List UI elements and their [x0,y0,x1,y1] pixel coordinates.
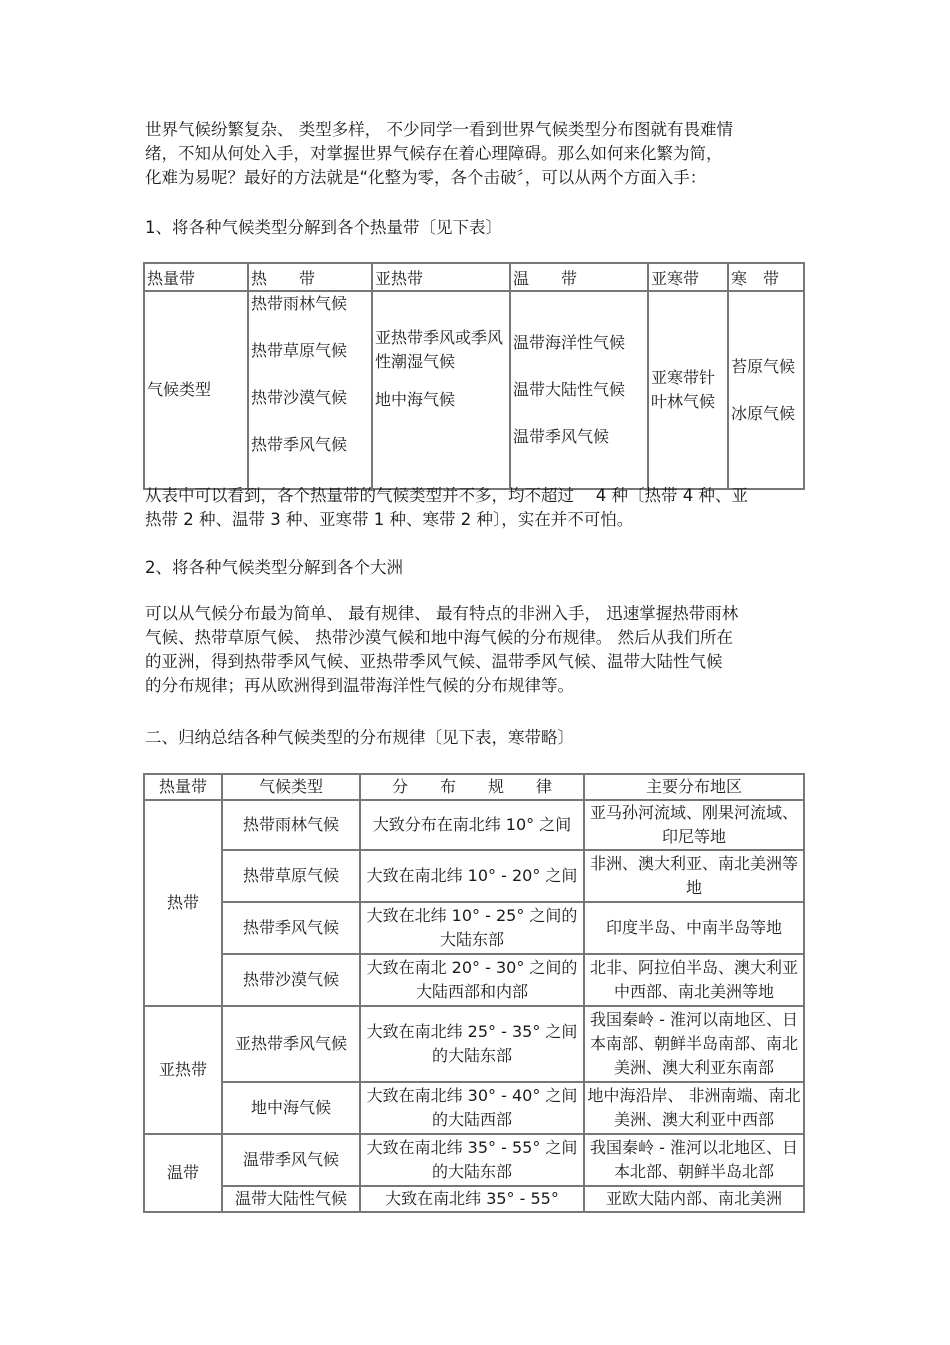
climate-type-cell: 热带沙漠气候 [222,954,360,1006]
climate-type: 亚热带季风或季风性潮湿气候 [375,328,504,371]
table1-header: 寒 带 [728,263,804,291]
zone-cell: 亚热带 [144,1006,222,1134]
climate-type-cell: 热带季风气候 [222,902,360,954]
table1-header: 热量带 [144,263,248,291]
climate-type: 苔原气候 [731,356,796,376]
climate-distribution-table [143,773,805,1213]
summary-line: 从表中可以看到，各个热量带的气候类型并不多，均不超过 4 种〔热带 4 种、亚 [145,486,748,505]
table-row [144,954,804,1006]
intro-line: 绪，不知从何处入手，对掌握世界气候存在着心理障碍。那么如何来化繁为简， [145,144,723,163]
climate-type-cell: 温带大陆性气候 [222,1186,360,1212]
region-cell: 亚欧大陆内部、南北美洲 [584,1186,804,1212]
climate-type-cell: 地中海气候 [222,1082,360,1134]
climate-zone-table [143,262,805,490]
climate-type-cell: 温带季风气候 [222,1134,360,1186]
climate-type: 热带雨林气候 [251,294,348,313]
table-row [144,1134,804,1186]
table1-header: 亚热带 [372,263,510,291]
table1-header: 亚寒带 [648,263,728,291]
step2-line: 的分布规律；再从欧洲得到温带海洋性气候的分布规律等。 [145,676,574,695]
climate-type: 冰原气候 [731,403,796,423]
step1-heading: 1、将各种气候类型分解到各个热量带〔见下表〕 [145,218,502,237]
step2-heading: 2、将各种气候类型分解到各个大洲 [145,558,403,577]
subtropical-cell [372,291,510,489]
rule-cell: 大致在南北 20° - 30° 之间的大陆西部和内部 [360,954,584,1006]
region-cell: 亚马孙河流域、刚果河流域、印尼等地 [584,800,804,850]
table-row [144,1006,804,1082]
rule-cell: 大致在南北纬 30° - 40° 之间的大陆西部 [360,1082,584,1134]
climate-type-cell: 亚热带季风气候 [222,1006,360,1082]
zone-cell: 热带 [144,800,222,1006]
section2-heading: 二、归纳总结各种气候类型的分布规律〔见下表，寒带略〕 [145,728,574,747]
temperate-cell [510,291,648,489]
climate-type-cell: 热带草原气候 [222,850,360,902]
table1-climate-row [144,291,804,489]
intro-line: 化难为易呢？最好的方法就是“化整为零，各个击破〞，可以从两个方面入手： [145,168,707,187]
subarctic-cell: 亚寒带针叶林气候 [648,291,728,489]
table2-header-row [144,774,804,800]
region-cell: 我国秦岭 - 淮河以北地区、日本北部、朝鲜半岛北部 [584,1134,804,1186]
region-cell: 我国秦岭 - 淮河以南地区、日本南部、朝鲜半岛南部、南北美洲、澳大利亚东南部 [584,1006,804,1082]
climate-type: 热带季风气候 [251,435,348,454]
climate-type: 温带季风气候 [513,427,610,446]
table-row [144,850,804,902]
rule-cell: 大致分布在南北纬 10° 之间 [360,800,584,850]
rule-cell: 大致在南北纬 35° - 55° 之间的大陆东部 [360,1134,584,1186]
rule-cell: 大致在南北纬 25° - 35° 之间的大陆东部 [360,1006,584,1082]
climate-type: 热带沙漠气候 [251,388,348,407]
climate-type: 热带草原气候 [251,341,348,360]
table1-header: 热 带 [248,263,372,291]
table1-summary [145,484,810,532]
rule-cell: 大致在南北纬 35° - 55° [360,1186,584,1212]
step2-paragraph [145,602,810,698]
frigid-cell [728,291,804,489]
zone-cell: 温带 [144,1134,222,1212]
table-row [144,1082,804,1134]
table1-header: 温 带 [510,263,648,291]
step2-line: 可以从气候分布最为简单、 最有规律、 最有特点的非洲入手， 迅速掌握热带雨林 [145,604,739,623]
table-row [144,1186,804,1212]
climate-type: 温带大陆性气候 [513,380,626,399]
table-row [144,902,804,954]
tropical-cell [248,291,372,489]
region-cell: 印度半岛、中南半岛等地 [584,902,804,954]
table2-header: 热量带 [144,774,222,800]
intro-line: 世界气候纷繁复杂、 类型多样， 不少同学一看到世界气候类型分布图就有畏难情 [145,120,733,139]
summary-line: 热带 2 种、温带 3 种、亚寒带 1 种、寒带 2 种〕，实在并不可怕。 [145,510,634,529]
climate-type: 地中海气候 [375,390,456,409]
table2-header: 分 布 规 律 [360,774,584,800]
rule-cell: 大致在南北纬 10° - 20° 之间 [360,850,584,902]
intro-paragraph [145,118,810,190]
region-cell: 地中海沿岸、 非洲南端、南北美洲、澳大利亚中西部 [584,1082,804,1134]
step2-line: 气候、热带草原气候、 热带沙漠气候和地中海气候的分布规律。 然后从我们所在 [145,628,733,647]
climate-type: 温带海洋性气候 [513,333,626,352]
table-row [144,800,804,850]
row-label: 气候类型 [144,291,248,489]
region-cell: 非洲、澳大利亚、南北美洲等地 [584,850,804,902]
table2-header: 气候类型 [222,774,360,800]
region-cell: 北非、阿拉伯半岛、澳大利亚中西部、南北美洲等地 [584,954,804,1006]
climate-type-cell: 热带雨林气候 [222,800,360,850]
step2-line: 的亚洲，得到热带季风气候、亚热带季风气候、温带季风气候、温带大陆性气候 [145,652,723,671]
table2-header: 主要分布地区 [584,774,804,800]
rule-cell: 大致在北纬 10° - 25° 之间的大陆东部 [360,902,584,954]
table1-header-row [144,263,804,291]
